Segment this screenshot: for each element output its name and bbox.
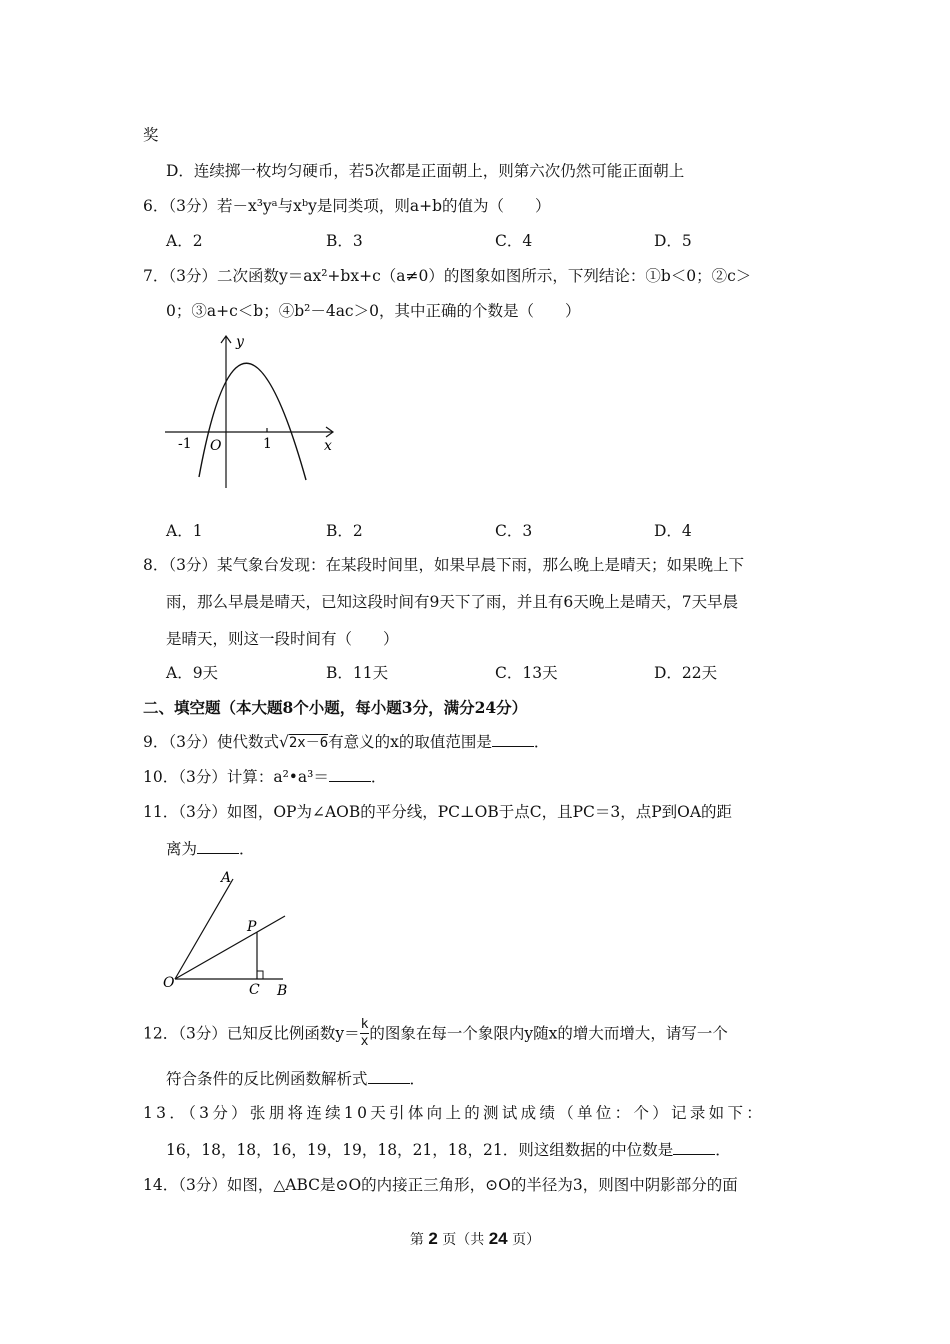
- ray-oa: [175, 879, 233, 979]
- question-12-line1: [143, 1018, 728, 1051]
- question-8-line2: 雨，那么早晨是晴天，已知这段时间有9天下了雨，并且有6天晚上是晴天，7天早晨: [166, 593, 739, 611]
- x-axis-label: x: [324, 438, 332, 454]
- q7-option-c: C．3: [495, 522, 533, 540]
- footer-pre: 第: [409, 1232, 424, 1248]
- q9-prefix: 9．（3分）使代数式: [143, 733, 279, 751]
- question-11-line2: [166, 838, 255, 860]
- q9-answer-blank: [492, 732, 534, 747]
- y-axis-label: y: [236, 334, 244, 350]
- q12-text: 符合条件的反比例函数解析式: [166, 1070, 368, 1088]
- q13-period: ．: [715, 1141, 731, 1159]
- q12-fraction: [360, 1017, 370, 1050]
- question-6: 6．（3分）若－x³yᵃ与xᵇy是同类项，则a+b的值为（ ）: [143, 197, 551, 215]
- section-2-heading: 二、填空题（本大题8个小题，每小题3分，满分24分）: [143, 698, 528, 717]
- parabola-figure: [160, 330, 340, 490]
- q11-answer-blank: [197, 839, 239, 854]
- question-13-line1: 13．（3分）张朋将连续10天引体向上的测试成绩（单位：个）记录如下：: [143, 1104, 766, 1122]
- page-footer: [0, 1229, 950, 1249]
- q12-prefix: 12．（3分）已知反比例函数y＝: [143, 1024, 360, 1043]
- sqrt-sign-icon: √: [278, 733, 289, 751]
- q9-radicand: 2x－6: [288, 735, 329, 751]
- origin-label: O: [210, 438, 222, 454]
- q11-text: 离为: [166, 840, 198, 858]
- question-14: 14．（3分）如图，△ABC是⊙O的内接正三角形，⊙O的半径为3，则图中阴影部分的面: [143, 1176, 738, 1194]
- one-label: 1: [263, 436, 272, 452]
- question-7-line2: 0；③a+c＜b；④b²－4ac＞0，其中正确的个数是（ ）: [166, 302, 581, 320]
- q6-option-d: D．5: [654, 232, 692, 250]
- question-9: [143, 731, 549, 754]
- q7-option-d: D．4: [654, 522, 692, 540]
- label-a: A: [221, 870, 232, 886]
- q12-answer-blank: [368, 1069, 410, 1084]
- ray-op: [175, 916, 285, 979]
- neg-one-label: -1: [178, 436, 192, 452]
- q6-option-a: A．2: [166, 232, 203, 250]
- question-13-line2: [166, 1139, 731, 1161]
- q8-option-c: C．13天: [495, 664, 558, 682]
- label-o: O: [163, 975, 175, 991]
- q5-option-d: D．连续掷一枚均匀硬币，若5次都是正面朝上，则第六次仍然可能正面朝上: [166, 162, 685, 180]
- q6-option-b: B．3: [326, 232, 363, 250]
- footer-mid: 页（共: [442, 1232, 485, 1248]
- footer-page-number: 2: [428, 1229, 438, 1248]
- q9-period: ．: [533, 733, 550, 751]
- q9-radical: [279, 731, 328, 754]
- question-7-line1: 7．（3分）二次函数y＝ax²+bx+c（a≠0）的图象如图所示，下列结论：①b＜0；②c＞: [143, 267, 752, 285]
- question-8-line3: 是晴天，则这一段时间有（ ）: [166, 630, 399, 648]
- label-p: P: [247, 919, 257, 935]
- q8-option-d: D．22天: [654, 664, 718, 682]
- right-angle-mark-icon: [257, 971, 263, 979]
- q12-suffix: 的图象在每一个象限内y随x的增大而增大，请写一个: [369, 1024, 728, 1043]
- footer-total-pages: 24: [488, 1229, 508, 1248]
- footer-post: 页）: [512, 1232, 541, 1248]
- q9-suffix: 有意义的x的取值范围是: [328, 733, 492, 751]
- q13-answer-blank: [673, 1140, 715, 1155]
- parabola-curve: [199, 363, 306, 480]
- q12-numerator: k: [360, 1017, 369, 1032]
- q12-denominator: x: [360, 1034, 369, 1049]
- q7-option-a: A．1: [166, 522, 203, 540]
- line-continuation: 奖: [143, 126, 159, 144]
- question-11-line1: 11．（3分）如图，OP为∠AOB的平分线，PC⊥OB于点C，且PC＝3，点P到OA的距: [143, 803, 733, 821]
- q7-option-b: B．2: [326, 522, 363, 540]
- q10-answer-blank: [329, 767, 371, 782]
- q13-text: 16，18，18，16，19，19，18，21，18，21．则这组数据的中位数是: [166, 1141, 674, 1159]
- q10-period: ．: [370, 768, 387, 786]
- q6-option-c: C．4: [495, 232, 533, 250]
- q11-period: ．: [239, 840, 255, 858]
- label-c: C: [249, 982, 260, 998]
- q12-period: ．: [409, 1070, 426, 1088]
- q8-option-b: B．11天: [326, 664, 389, 682]
- question-8-line1: 8．（3分）某气象台发现：在某段时间里，如果早晨下雨，那么晚上是晴天；如果晚上下: [143, 556, 744, 574]
- q8-option-a: A．9天: [166, 664, 219, 682]
- q10-text: 10．（3分）计算：a²•a³＝: [143, 768, 329, 786]
- question-10: [143, 766, 386, 788]
- angle-bisector-figure: [155, 865, 305, 1000]
- question-12-line2: [166, 1068, 425, 1090]
- label-b: B: [277, 983, 288, 999]
